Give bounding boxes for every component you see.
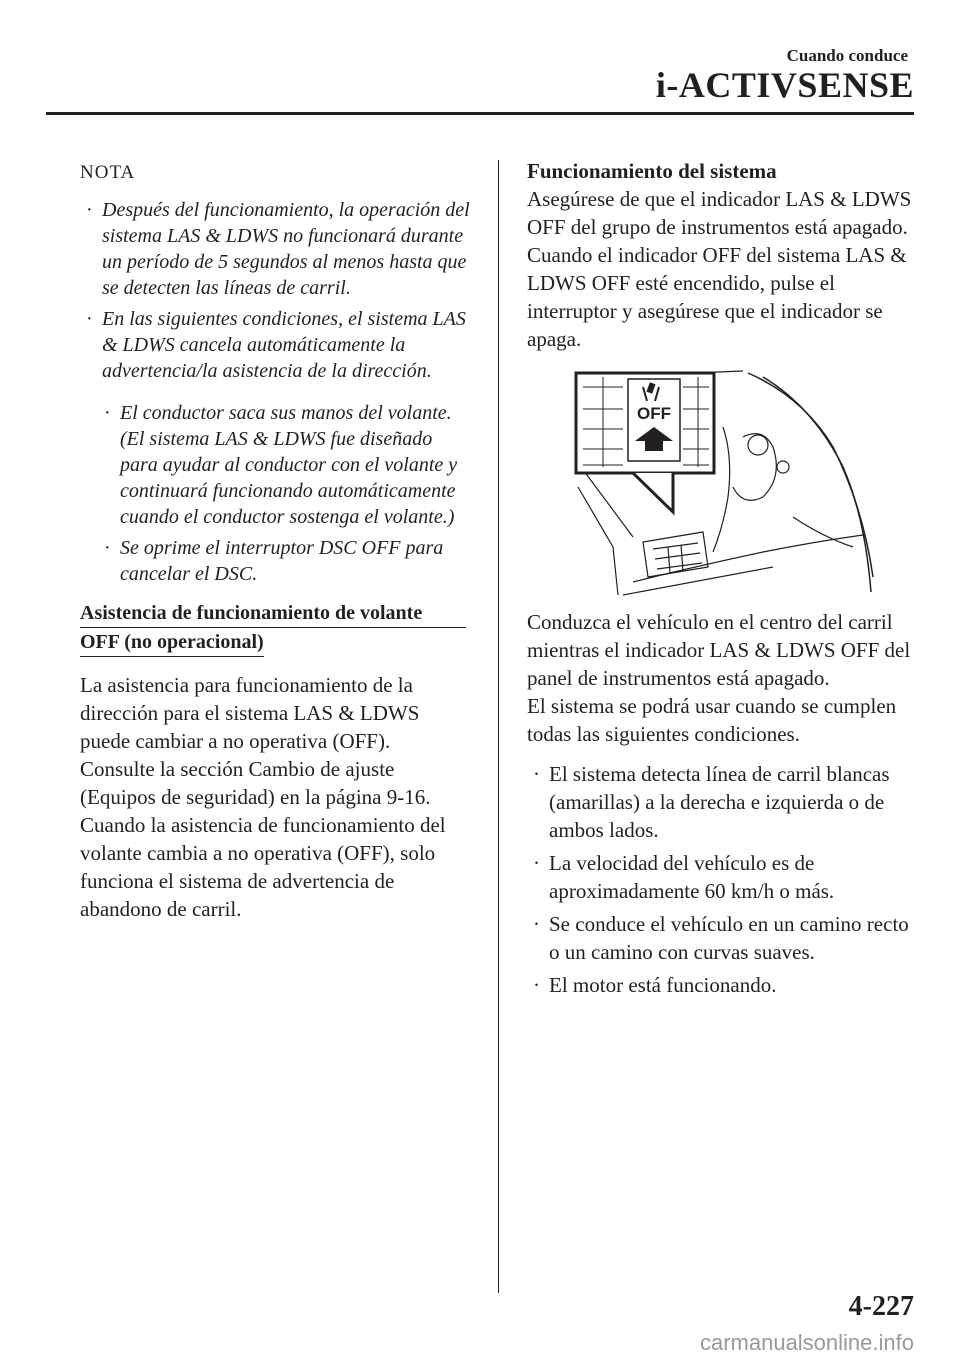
bullet-icon: · — [533, 762, 540, 786]
column-divider — [498, 160, 499, 1293]
paragraph: Asegúrese de que el indicador LAS & LDWS OFF del grupo de instrumentos está apagado. Cuando el indicador OFF del sistema LAS & LDWS OFF esté encendido, pulse el interruptor y asegúrese que el indicador se apaga. — [527, 187, 912, 351]
bullet-icon: · — [533, 912, 540, 936]
bullet-icon: · — [533, 973, 540, 997]
bullet-icon: · — [104, 402, 111, 424]
note-subitem — [80, 400, 472, 530]
note-item — [80, 197, 472, 301]
right-column — [527, 157, 922, 999]
page-number: 4-227 — [848, 1291, 914, 1322]
condition-text: La velocidad del vehículo es de aproximadamente 60 km/h o más. — [549, 851, 835, 903]
section-heading: Asistencia de funcionamiento de volante — [80, 599, 466, 628]
left-column — [80, 157, 472, 923]
bullet-icon: · — [104, 537, 111, 559]
watermark: carmanualsonline.info — [699, 1330, 914, 1355]
note-subitem-text: (El sistema LAS & LDWS fue diseñado para ayudar al conductor con el volante y continuará funcionando automáticamente cuando el conductor sostenga el volante.) — [120, 428, 458, 528]
note-item — [80, 306, 472, 384]
bullet-icon: · — [86, 308, 93, 330]
note-subitem-text: El conductor saca sus manos del volante. — [120, 402, 452, 424]
condition-item — [527, 760, 922, 844]
bullet-icon: · — [533, 851, 540, 875]
condition-text: El sistema detecta línea de carril blancas (amarillas) a la derecha e izquierda o de ambos lados. — [549, 762, 890, 842]
header-rule — [46, 112, 914, 115]
chapter-title: i-ACTIVSENSE — [655, 65, 914, 105]
section-heading-line2: OFF (no operacional) — [80, 628, 264, 657]
off-label: OFF — [637, 404, 671, 423]
paragraph: Conduzca el vehículo en el centro del carril mientras el indicador LAS & LDWS OFF del panel de instrumentos está apagado. — [527, 610, 911, 690]
note-subitem-text: Se oprime el interruptor DSC OFF para cancelar el DSC. — [120, 537, 444, 585]
switch-location-illustration — [573, 367, 883, 599]
paragraph: La asistencia para funcionamiento de la dirección para el sistema LAS & LDWS puede cambiar a no operativa (OFF). — [80, 673, 420, 753]
condition-text: El motor está funcionando. — [549, 973, 777, 997]
note-item-text: En las siguientes condiciones, el sistema LAS & LDWS cancela automáticamente la advertencia/la asistencia de la dirección. — [102, 308, 466, 382]
section-heading: Funcionamiento del sistema — [527, 159, 777, 183]
note-item-text: Después del funcionamiento, la operación del sistema LAS & LDWS no funcionará durante un período de 5 segundos al menos hasta que se detecten las líneas de carril. — [102, 199, 470, 299]
paragraph: Cuando la asistencia de funcionamiento del volante cambia a no operativa (OFF), solo funciona el sistema de advertencia de abandono de carril. — [80, 813, 446, 921]
note-subitem — [80, 535, 472, 587]
condition-text: Se conduce el vehículo en un camino recto o un camino con curvas suaves. — [549, 912, 909, 964]
paragraph: El sistema se podrá usar cuando se cumplen todas las siguientes condiciones. — [527, 694, 897, 746]
condition-item — [527, 849, 922, 905]
note-title: NOTA — [80, 162, 136, 183]
bullet-icon: · — [86, 199, 93, 221]
condition-item — [527, 971, 922, 999]
section-label: Cuando conduce — [786, 46, 908, 65]
condition-item — [527, 910, 922, 966]
paragraph: Consulte la sección Cambio de ajuste (Equipos de seguridad) en la página 9-16. — [80, 757, 431, 809]
